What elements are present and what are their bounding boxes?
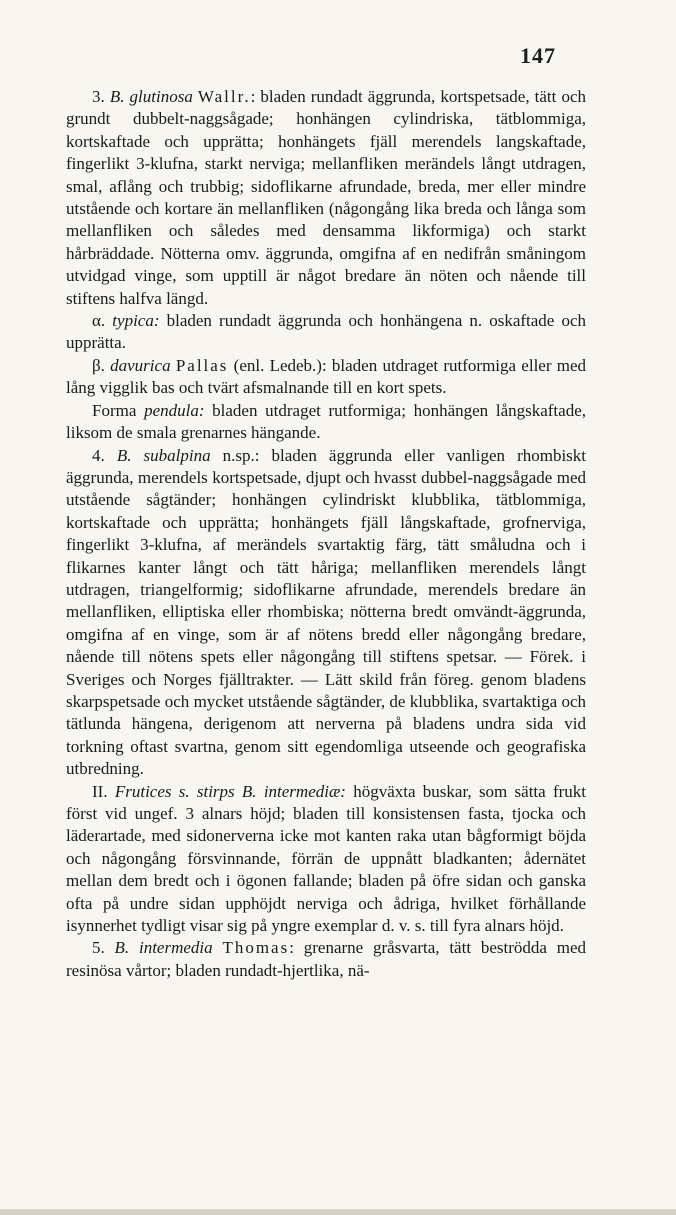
paragraph-betula-subalpina: [66, 445, 586, 781]
paragraph-betula-intermedia: [66, 937, 586, 982]
description-text: (enl. Ledeb.): bladen utdraget rutformiga eller med lång vigglik bas och tvärt afsmalnande till en kort spets.: [66, 355, 587, 398]
entry-number: 4.: [92, 445, 105, 465]
section-number: II.: [92, 781, 108, 801]
description-text: högväxta buskar, som sätta frukt först vid ungef. 3 alnars höjd; bladen till konsistensen fasta, tjocka och läderartade, med sidonerverna icke mot kanten raka utan bågformigt böjda och någongång försvinnande, förrän de uppnått bladkanten; ådernätet mellan dem bredt och i ögonen fallande; bladen på öfre sidan och ganska ofta på undre sidan upphöjdt nerviga och ådriga, hvilket förhållande isynnerhet tydligt visar sig på yngre exemplar d. v. s. till fyra alnars höjd.: [66, 781, 586, 936]
species-name: glutinosa: [129, 87, 193, 106]
paragraph-betula-glutinosa: [66, 86, 586, 310]
paragraph-variety-davurica: [66, 355, 586, 400]
variety-label: α.: [92, 311, 106, 331]
entry-number: 3.: [92, 87, 105, 106]
variety-label: β.: [92, 355, 105, 375]
paragraph-variety-typica: [66, 310, 586, 355]
description-text: bladen rundadt äggrunda och honhängena n. oskaftade och upprätta.: [66, 311, 587, 353]
description-text: : bladen rundadt äggrunda, kortspetsade, tätt och grundt dubbelt-naggsågade; honhängen cylindriska, tätblommiga, kortskaftade och upprätta; honhängets fjäll merendels langskaftade, fingerlikt 3-klufna, starkt nerviga; mellanfliken merändels långt utdragen, smal, aflång och trubbig; sidoflikarne afrundade, breda, mer eller mindre utstående och kortare än mellanfliken (någongång lika breda och långa som mellanfliken och således med densamma likformiga) och starkt hårbräddade. Nötterna omv. äggrunda, omgifna af en nedifrån småningom utvidgad vinge, som upptill är något bredare än nöten och nående till stiftens halfva längd.: [66, 87, 586, 308]
paragraph-frutices: [66, 781, 586, 938]
body-text: [66, 86, 586, 982]
author-name: Thomas: [222, 938, 290, 958]
author-name: Wallr.: [197, 87, 251, 106]
entry-number: 5.: [92, 938, 105, 958]
variety-name: typica:: [112, 311, 160, 331]
author-name: Pallas: [175, 355, 229, 375]
section-name: Frutices s. stirps B. intermediæ:: [114, 781, 346, 801]
description-text: : bladen äggrunda eller vanligen rhombiskt äggrunda, merendels kortspetsade, djupt och hvasst dubbel-naggsågade med utstående sågtänder; honhängen cylindriskt klubblika, tätblommiga, kortskaftade och upprätta; honhängets fjäll långskaftade, grofnerviga, fingerlikt 3-klufna, af merändels svartaktig färg, tätt småludna och i flikarnes kanter långt och tätt håriga; mellanfliken merendels långt utdragen, triangelformig; sidoflikarne afrundade, merendels bredare än mellanfliken, elliptiska eller rhombiska; nötterna bredt omvändt-äggrunda, omgifna af en vinge, som är af nötens bredd eller någongång bredare, nående till nötens spets eller någongång till stiftens spetsar. — Förek. i Sveriges och Norges fjälltrakter. — Lätt skild från föreg. genom bladens skarpspetsade och mycket utstående sågtänder, de klubblika, svartaktiga och tätlunda hängena, derigenom att nerverna på bladens undra sida vid torkning oftast svartna, genom sitt egendomliga utseende och geografiska utbredning.: [66, 445, 587, 779]
species-name: subalpina: [143, 445, 211, 465]
paragraph-forma-pendula: [66, 400, 586, 445]
page-bottom-border: [0, 1209, 676, 1215]
description-text: : grenarne gråsvarta, tätt beströdda med resinösa vårtor; bladen rundadt-hjertlika, nä-: [66, 938, 586, 980]
description-text: bladen utdraget rutformiga; honhängen långskaftade, liksom de smala grenarnes hängande.: [66, 400, 586, 443]
forma-name: pendula:: [144, 400, 205, 420]
genus-abbrev: B.: [114, 938, 130, 958]
species-name: intermedia: [138, 938, 213, 958]
genus-abbrev: B.: [116, 445, 132, 465]
page-number: 147: [520, 43, 556, 68]
author-name: n.sp.: [222, 445, 255, 465]
genus-abbrev: B.: [109, 87, 125, 106]
forma-prefix: Forma: [92, 400, 145, 420]
variety-name: davurica: [110, 355, 171, 375]
